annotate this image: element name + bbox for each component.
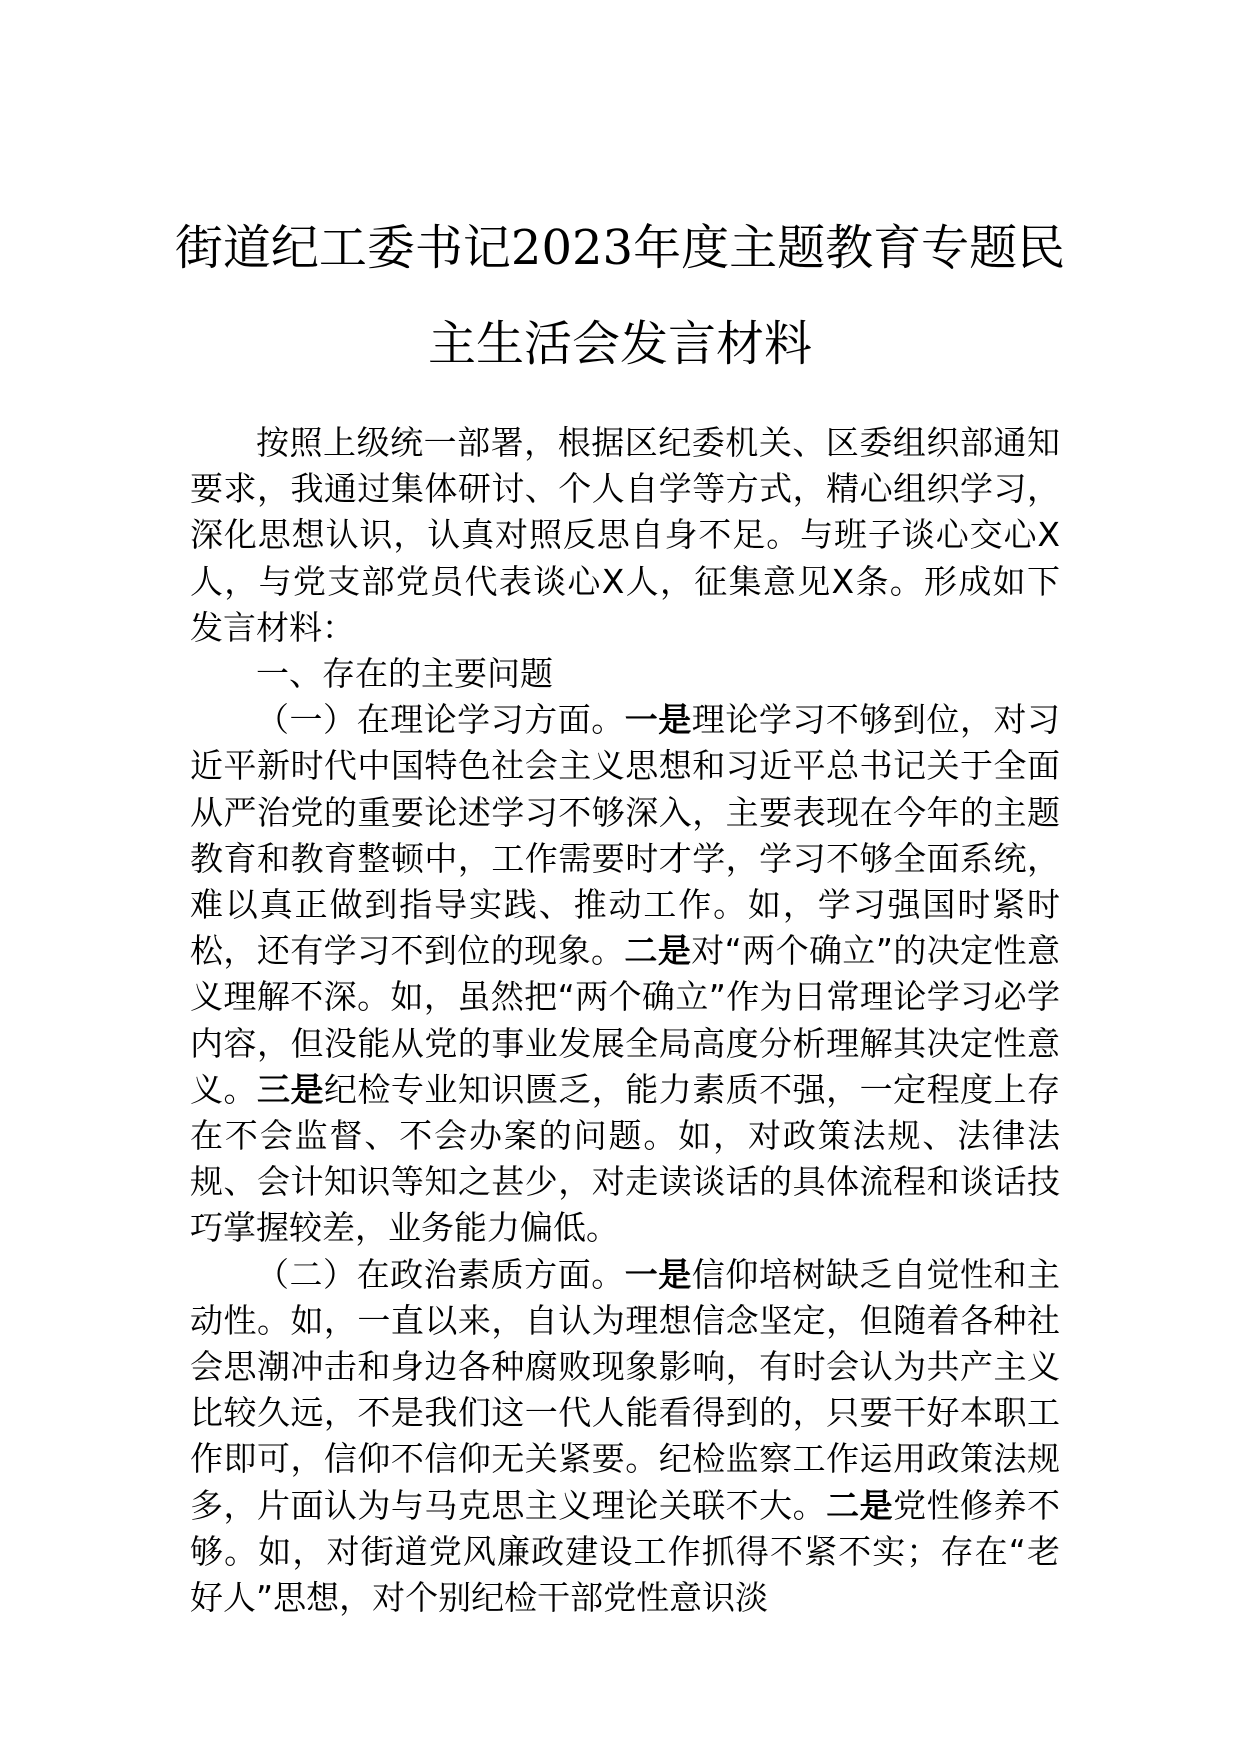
paragraph-lead: （一）在理论学习方面。: [256, 700, 625, 740]
point-keyword: 一是: [624, 700, 692, 740]
point-keyword: 二是: [826, 1485, 894, 1525]
political-quality-paragraph: [190, 1252, 1060, 1622]
point-text: 对“两个确立”的决定性意义理解不深。如，虽然把“两个确立”作为日常理论学习必学内容，但没能从党的事业发展全局高度分析理解其决定性意义。: [190, 931, 1061, 1109]
point-text: 党性修养不够。如，对街道党风廉政建设工作抓得不紧不实；存在“老好人”思想，对个别纪检干部党性意识淡: [190, 1485, 1061, 1618]
point-keyword: 二是: [624, 931, 692, 971]
point-keyword: 三是: [256, 1069, 324, 1109]
document-title: [170, 200, 1070, 392]
section-heading: 一、存在的主要问题: [256, 654, 553, 694]
title-line-1: 街道纪工委书记2023年度主题教育专题民: [174, 220, 1066, 276]
point-text: 信仰培树缺乏自觉性和主动性。如，一直以来，自认为理想信念坚定，但随着各种社会思潮冲击和身边各种腐败现象影响，有时会认为共产主义比较久远，不是我们这一代人能看得到的，只要干好本职工作即可，信仰不信仰无关紧要。纪检监察工作运用政策法规多，片面认为与马克思主义理论关联不大。: [190, 1254, 1061, 1525]
document-body: [190, 420, 1060, 1621]
point-keyword: 一是: [624, 1254, 692, 1294]
intro-paragraph: 按照上级统一部署，根据区纪委机关、区委组织部通知要求，我通过集体研讨、个人自学等方式，精心组织学习，深化思想认识，认真对照反思自身不足。与班子谈心交心X人，与党支部党员代表谈心X人，征集意见X条。形成如下发言材料：: [190, 423, 1060, 647]
paragraph-lead: （二）在政治素质方面。: [256, 1254, 625, 1294]
title-line-2: 主生活会发言材料: [427, 316, 812, 372]
theory-study-paragraph: [190, 697, 1060, 1251]
point-text: 纪检专业知识匮乏，能力素质不强，一定程度上存在不会监督、不会办案的问题。如，对政策法规、法律法规、会计知识等知之甚少，对走读谈话的具体流程和谈话技巧掌握较差，业务能力偏低。: [190, 1069, 1061, 1248]
point-text: 理论学习不够到位，对习近平新时代中国特色社会主义思想和习近平总书记关于全面从严治党的重要论述学习不够深入，主要表现在今年的主题教育和教育整顿中，工作需要时才学，学习不够全面系统，难以真正做到指导实践、推动工作。如，学习强国时紧时松，还有学习不到位的现象。: [190, 700, 1061, 971]
